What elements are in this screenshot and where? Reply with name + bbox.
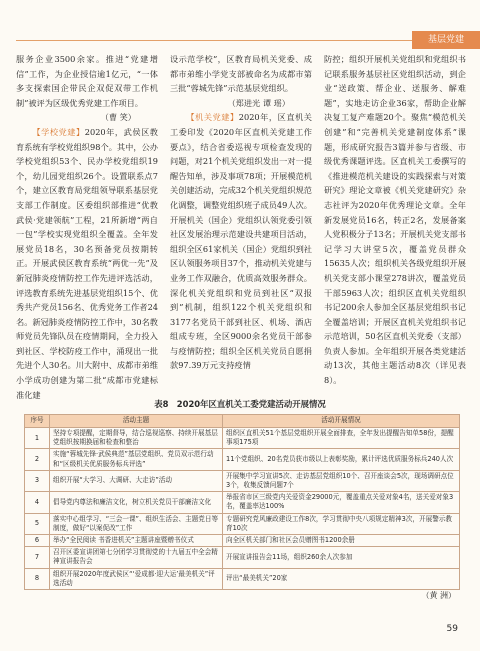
row-number: 5: [25, 513, 50, 534]
row-number: 6: [25, 535, 50, 547]
paragraph-text: 2020年，区直机关工委印发《2020年区直机关党建工作要点》，结合省委巡视专项检查发现的问题，对21个机关党组织发出一对一提醒告知单，涉及事项78项；开展模范机关创建活动，完成32个机关党组织规范化调整，调整党组织班子成员49人次。开展机关（国企）党组织认领党委引领社区发展治理示范建设共建项目活动，组织全区61家机关（国企）党组织到社区认领服务项目37个，推动机关党建与业务工作双融合，优质高效服务群众。深化机关党组织和党员到社区“双报到”机制，组织122个机关党组织和3177名党员干部到社区、机场、酒店组成专班，全区9000余名党员干部参与疫情防控；组织全区机关党员自愿捐款97.39万元支持疫情: [170, 112, 312, 371]
column-2: [170, 52, 312, 373]
table-row: [25, 428, 460, 449]
table-row: [25, 547, 460, 568]
table-header-row: [25, 415, 460, 428]
table-row: [25, 449, 460, 470]
activity-theme: 落实中心组学习、“三会一课”、组织生活会、主题党日等制度，做好“以案促改”工作: [50, 513, 223, 534]
column-header: 序号: [25, 415, 50, 428]
row-number: 3: [25, 470, 50, 491]
activity-theme: 倡导党内尊法和廉洁文化，树立机关党员干部廉洁文化: [50, 492, 223, 513]
row-number: 2: [25, 449, 50, 470]
section-label: 基层党建: [412, 31, 480, 49]
paragraph: [16, 125, 158, 402]
page-header: [0, 0, 480, 52]
section-tag: 【学校党建】: [32, 126, 85, 137]
table-signature: （黄 洲）: [421, 591, 456, 600]
table-row: [25, 568, 460, 589]
column-3: [324, 52, 466, 388]
activity-theme: 组织开展“大学习、大调研、大走访”活动: [50, 470, 223, 491]
table-row: [25, 535, 460, 547]
activity-result: 专题研究党风廉政建设工作8次，学习贯彻中央八项规定精神3次，开展警示教育10次: [223, 513, 460, 534]
paragraph: [170, 110, 312, 373]
paragraph: 防控；组织开展机关党组织和党组织书记联系服务基层社区党组织活动，到企业“送政策、帮企业、送服务、解难题”，实地走访企业36家，帮助企业解决复工复产难题20个。聚焦“模范机关创建”和“完善机关党建制度体系”课题，形成研究报告3篇并参与省级、市级优秀课题评选。区直机关工委撰写的《推进模范机关建设的实践探索与对策研究》理论文章被《机关党建研究》杂志社评为2020年优秀理论文章。全年新发展党员16名，转正2名，发展备案人党积极分子13名；开展机关党支部书记学习大讲堂5次，覆盖党员群众15635人次；组织机关各级党组织开展机关党支部小课堂278讲次，覆盖党员干部5963人次；组织区直机关党组织书记200余人参加全区基层党组织书记全覆盖培训；开展区直机关党组织书记示范培训，50名区直机关党委（支部）负责人参加。全年组织开展各类党建活动13次，其他主题活动8次（详见表8）。: [324, 54, 466, 386]
section-tag: 【机关党建】: [186, 112, 239, 123]
activity-result: 开展集中学习宣讲5次、走访基层党组织10个、召开座谈会5次，现场调研点位3个，收集反馈问题7个: [223, 470, 460, 491]
activity-result: 开展宣讲报告会11场，组织260余人次参加: [223, 547, 460, 568]
activity-result: 组织区直机关51个基层党组织开展全面排查，全年发出提醒告知单58份，提醒事项175项: [223, 428, 460, 449]
paragraph: 服务企业3500余家。推进“党建增信”工作，为企业授信逾1亿元，“一体多支探索国企带民企双促双带工作机制”被评为区级优秀党建工作项目。: [16, 54, 158, 108]
column-1: [16, 52, 158, 402]
row-number: 7: [25, 547, 50, 568]
activity-theme: 组织开展2020年度武侯区“‘爱成都·迎大运’最美机关”评选活动: [50, 568, 223, 589]
author-signature: （郑进光 谭 瑶）: [227, 97, 290, 108]
author-signature: （曹 笑）: [100, 112, 136, 123]
table-title: 表8 2020年区直机关工委党建活动开展情况: [154, 399, 326, 409]
activity-theme: 举办“全民阅读 书香进机关”主题讲座暨赠书仪式: [50, 535, 223, 547]
table-row: [25, 470, 460, 491]
activity-result: 11个党组织、20名党员获市级以上表彰奖励，累计评选优质服务标兵240人次: [223, 449, 460, 470]
paragraph: 设示范学校”，区教育局机关党委、成都市弟维小学党支部被命名为成都市第三批“蓉城先锋”示范基层党组织。: [170, 54, 312, 94]
activity-table: [24, 414, 460, 590]
row-number: 4: [25, 492, 50, 513]
page-number: 59: [446, 624, 458, 634]
row-number: 8: [25, 568, 50, 589]
activity-result: 向全区机关部门和社区会员赠图书1200余册: [223, 535, 460, 547]
table-row: [25, 492, 460, 513]
activity-theme: 坚持专项提醒，定期督导，结合巡视巡察、持续开展基层党组织按期换届和检查和整治: [50, 428, 223, 449]
activity-result: 举报省市区三级党内关爱资金29000元，覆盖重点关爱对象4名，送关爱对象3名，覆盖率达100%: [223, 492, 460, 513]
table-row: [25, 513, 460, 534]
row-number: 1: [25, 428, 50, 449]
activity-result: 评出“最美机关”20家: [223, 568, 460, 589]
header-rule: [16, 40, 480, 41]
column-header: 活动主题: [50, 415, 223, 428]
column-header: 活动开展情况: [223, 415, 460, 428]
paragraph-text: 2020年，武侯区教育系统有学校党组织98个。其中，公办学校党组织53个、民办学校党组织19个，幼儿园党组织26个。设置联系点7个，建立区教育局党组领导联系基层党支部工作制度。区委组织部推进“优教武侯·党建领航”工程，21所新增“两自一包”学校实现党组织全覆盖。全年发展党员18名，30名预备党员按期转正。开展武侯区教育系统“两优一先”及新冠肺炎疫情防控工作先进评选活动，评选教育系统先进基层党组织15个、优秀共产党员156名、优秀党务工作者24名。新冠肺炎疫情防控工作中，30名教师党员先锋队员在疫情期间，全力投入到社区、学校防疫工作中，涌现出一批先进个人30名。川大附中、成都市弟维小学成功创建为第二批“成都市党建标准化建: [16, 126, 158, 400]
article-body: [16, 52, 468, 400]
activity-theme: 召开区委宣讲团第七分团学习贯彻党的十九届五中全会精神宣讲报告会: [50, 547, 223, 568]
activity-theme: 实施“蓉城先锋·武侯典范”基层党组织、党员双示范行动和“区级机关优质服务标兵评选”: [50, 449, 223, 470]
